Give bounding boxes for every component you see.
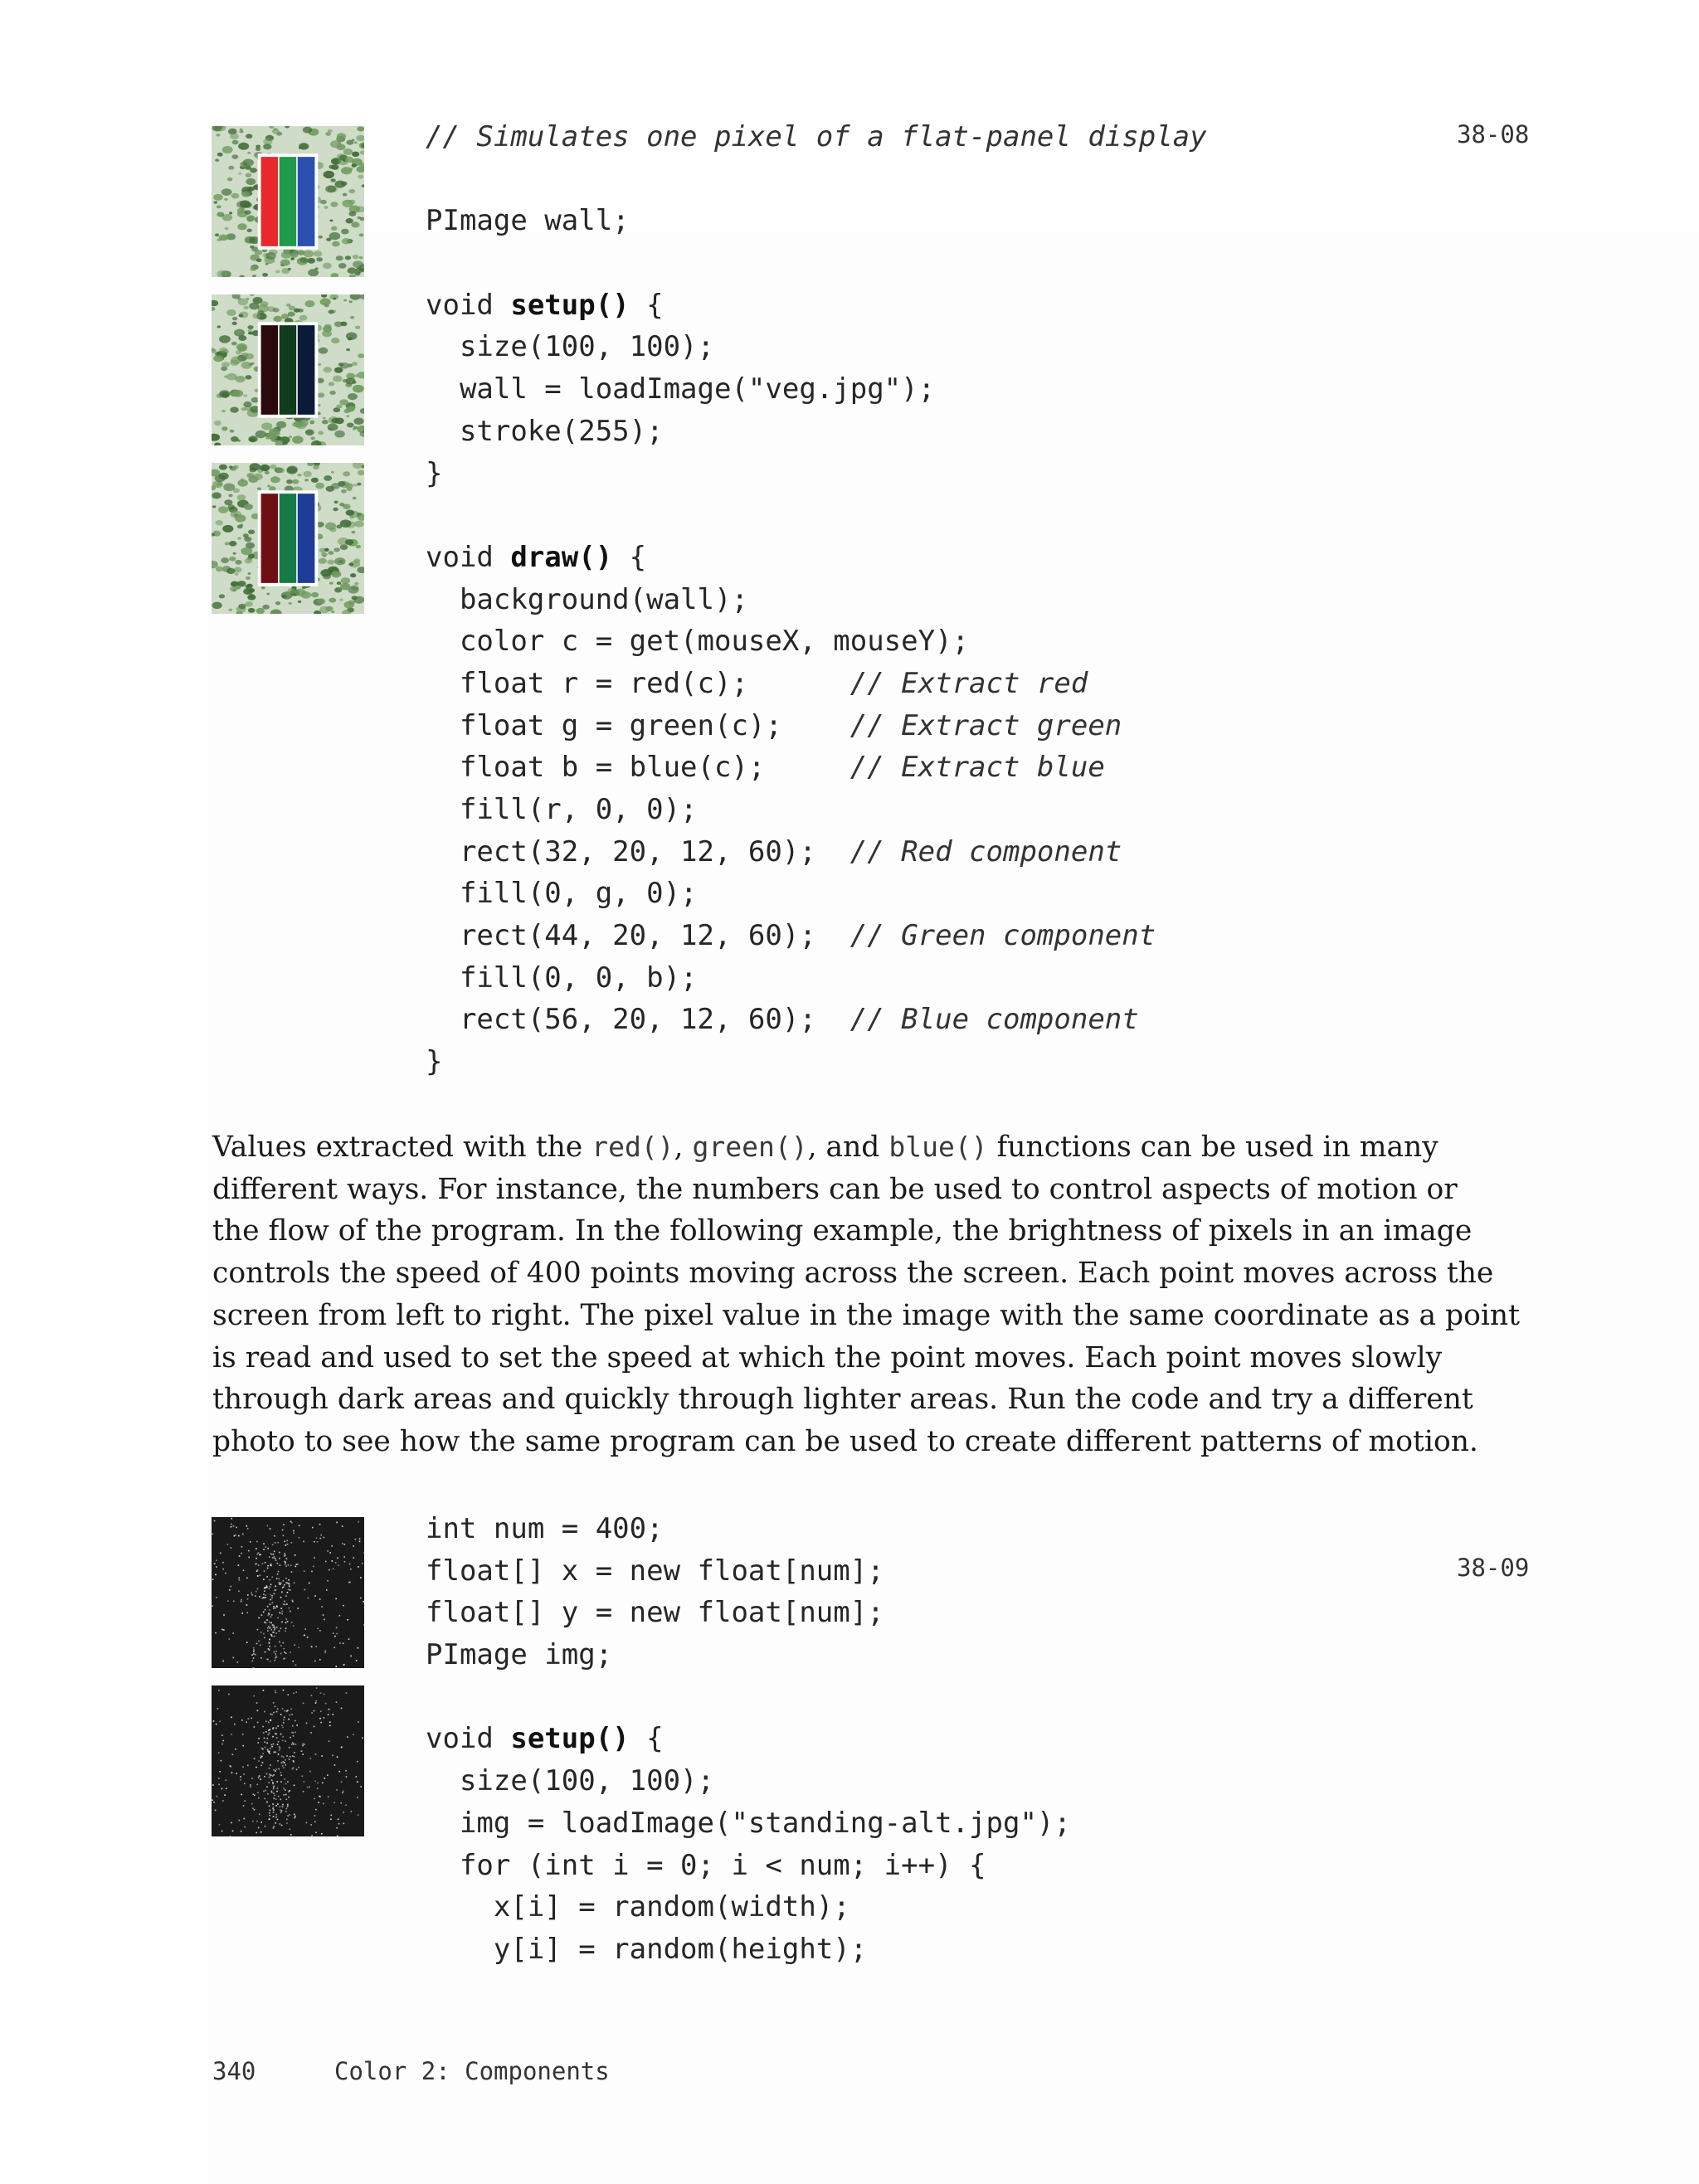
paragraph-line <box>212 1253 1494 1295</box>
code-text: } <box>426 1045 443 1079</box>
code-line <box>426 999 1207 1041</box>
code-comment: // Simulates one pixel of a flat-panel display <box>426 120 1207 153</box>
color-component-bar <box>260 324 279 415</box>
code-text: size(100, 100); <box>426 330 714 364</box>
color-component-bar <box>279 156 297 246</box>
color-component-bar <box>297 493 315 583</box>
code-comment: // Red component <box>850 834 1122 868</box>
color-component-bar <box>297 156 315 246</box>
moving-points-thumbnail <box>212 1685 364 1836</box>
moving-points-thumbnail <box>212 1517 364 1668</box>
paragraph-text: through dark areas and quickly through lighter areas. Run the code and try a different <box>212 1383 1473 1417</box>
code-line <box>426 411 1207 453</box>
code-line <box>426 1718 1071 1760</box>
example-38-09-code <box>426 1508 1071 1971</box>
code-line <box>426 789 1207 831</box>
code-text: } <box>426 456 443 490</box>
code-line <box>426 537 1207 579</box>
inline-code: green() <box>692 1131 808 1163</box>
ivy-wall-thumbnail <box>212 463 364 614</box>
paragraph-line <box>212 1421 1478 1463</box>
code-text: { <box>629 288 664 322</box>
code-line <box>426 1676 1071 1719</box>
code-line <box>426 747 1207 789</box>
code-text: wall = loadImage("veg.jpg"); <box>426 372 936 406</box>
code-line <box>426 285 1207 327</box>
code-text: color c = get(mouseX, mouseY); <box>426 625 970 659</box>
code-text: fill(0, g, 0); <box>426 877 698 911</box>
code-line <box>426 579 1207 621</box>
code-text: float g = green(c); <box>426 708 850 742</box>
ivy-wall-thumbnail <box>212 126 364 277</box>
code-function-name: setup() <box>510 1722 630 1756</box>
code-line <box>426 663 1207 705</box>
code-line <box>426 620 1207 663</box>
code-line <box>426 1760 1071 1802</box>
code-text: rect(44, 20, 12, 60); <box>426 919 850 953</box>
code-comment: // Extract red <box>850 666 1088 700</box>
code-comment: // Blue component <box>850 1003 1139 1037</box>
code-line <box>426 705 1207 747</box>
code-text: for (int i = 0; i < num; i++) { <box>426 1848 986 1882</box>
code-line <box>426 1845 1071 1887</box>
paragraph-line <box>212 1169 1458 1211</box>
page-number: 340 <box>212 2057 256 2085</box>
paragraph-text: controls the speed of 400 points moving across the screen. Each point moves across the <box>212 1257 1494 1291</box>
paragraph-text: is read and used to set the speed at which the point moves. Each point moves slowly <box>212 1340 1443 1374</box>
paragraph-line <box>212 1337 1443 1379</box>
code-comment: // Green component <box>850 919 1156 953</box>
paragraph-line <box>212 1379 1473 1421</box>
color-component-bar <box>260 156 279 246</box>
paragraph-line <box>212 1295 1521 1337</box>
code-text: background(wall); <box>426 582 748 616</box>
example-number-38-08: 38-08 <box>1457 120 1530 148</box>
color-component-bar <box>279 324 297 415</box>
code-text: fill(r, 0, 0); <box>426 793 698 826</box>
code-line <box>426 1041 1207 1083</box>
paragraph-text: , <box>674 1131 693 1164</box>
code-line <box>426 242 1207 285</box>
paragraph-line <box>212 1210 1473 1253</box>
code-text: int num = 400; <box>426 1512 664 1545</box>
chapter-title: Color 2: Components <box>334 2057 610 2085</box>
paragraph-text: the flow of the program. In the following example, the brightness of pixels in an image <box>212 1214 1473 1248</box>
code-text: rect(32, 20, 12, 60); <box>426 834 850 868</box>
body-paragraph <box>212 1126 1521 1463</box>
code-text: float b = blue(c); <box>426 751 850 785</box>
paragraph-text: , and <box>807 1131 889 1164</box>
code-text: PImage wall; <box>426 204 630 238</box>
code-line <box>426 1802 1071 1845</box>
code-text: void <box>426 288 511 322</box>
code-text: float[] x = new float[num]; <box>426 1554 884 1588</box>
color-component-bar <box>279 493 297 583</box>
code-text: rect(56, 20, 12, 60); <box>426 1003 850 1037</box>
color-component-bar <box>260 493 279 583</box>
code-line <box>426 200 1207 242</box>
code-line <box>426 453 1207 495</box>
code-line <box>426 957 1207 1000</box>
code-line <box>426 158 1207 201</box>
code-line <box>426 1929 1071 1971</box>
code-line <box>426 1634 1071 1676</box>
paragraph-text: Values extracted with the <box>212 1131 592 1164</box>
code-line <box>426 831 1207 873</box>
code-text: void <box>426 540 511 574</box>
code-function-name: setup() <box>510 288 630 322</box>
color-component-bar <box>297 324 315 415</box>
code-text: { <box>629 1722 664 1756</box>
code-text: { <box>612 540 647 574</box>
code-text: float[] y = new float[num]; <box>426 1596 884 1630</box>
code-line <box>426 368 1207 411</box>
code-text: x[i] = random(width); <box>426 1890 850 1924</box>
code-text: void <box>426 1722 511 1756</box>
code-line <box>426 494 1207 537</box>
paragraph-text: photo to see how the same program can be used to create different patterns of motion. <box>212 1424 1478 1458</box>
code-comment: // Extract green <box>850 708 1122 742</box>
code-text: img = loadImage("standing-alt.jpg"); <box>426 1806 1071 1840</box>
code-text: size(100, 100); <box>426 1764 714 1798</box>
code-text: stroke(255); <box>426 414 664 448</box>
code-line <box>426 1886 1071 1929</box>
example-number-38-09: 38-09 <box>1457 1554 1530 1582</box>
paragraph-line <box>212 1126 1440 1169</box>
code-line <box>426 1508 1071 1550</box>
paragraph-text: different ways. For instance, the numbers can be used to control aspects of motion or <box>212 1172 1458 1206</box>
inline-code: red() <box>591 1131 674 1163</box>
code-line <box>426 915 1207 957</box>
paragraph-text: screen from left to right. The pixel value in the image with the same coordinate as a point <box>212 1298 1521 1332</box>
example-38-08-code <box>426 116 1207 1083</box>
code-function-name: draw() <box>510 540 613 574</box>
paragraph-text: functions can be used in many <box>987 1131 1439 1164</box>
code-text: y[i] = random(height); <box>426 1932 868 1966</box>
code-line <box>426 1592 1071 1634</box>
code-line <box>426 1550 1071 1593</box>
code-line <box>426 326 1207 368</box>
code-line <box>426 873 1207 915</box>
ivy-wall-thumbnail <box>212 294 364 445</box>
code-text: fill(0, 0, b); <box>426 961 698 995</box>
code-text: float r = red(c); <box>426 666 850 700</box>
code-comment: // Extract blue <box>850 751 1105 785</box>
code-text: PImage img; <box>426 1638 613 1672</box>
inline-code: blue() <box>888 1131 988 1163</box>
code-line <box>426 116 1207 158</box>
